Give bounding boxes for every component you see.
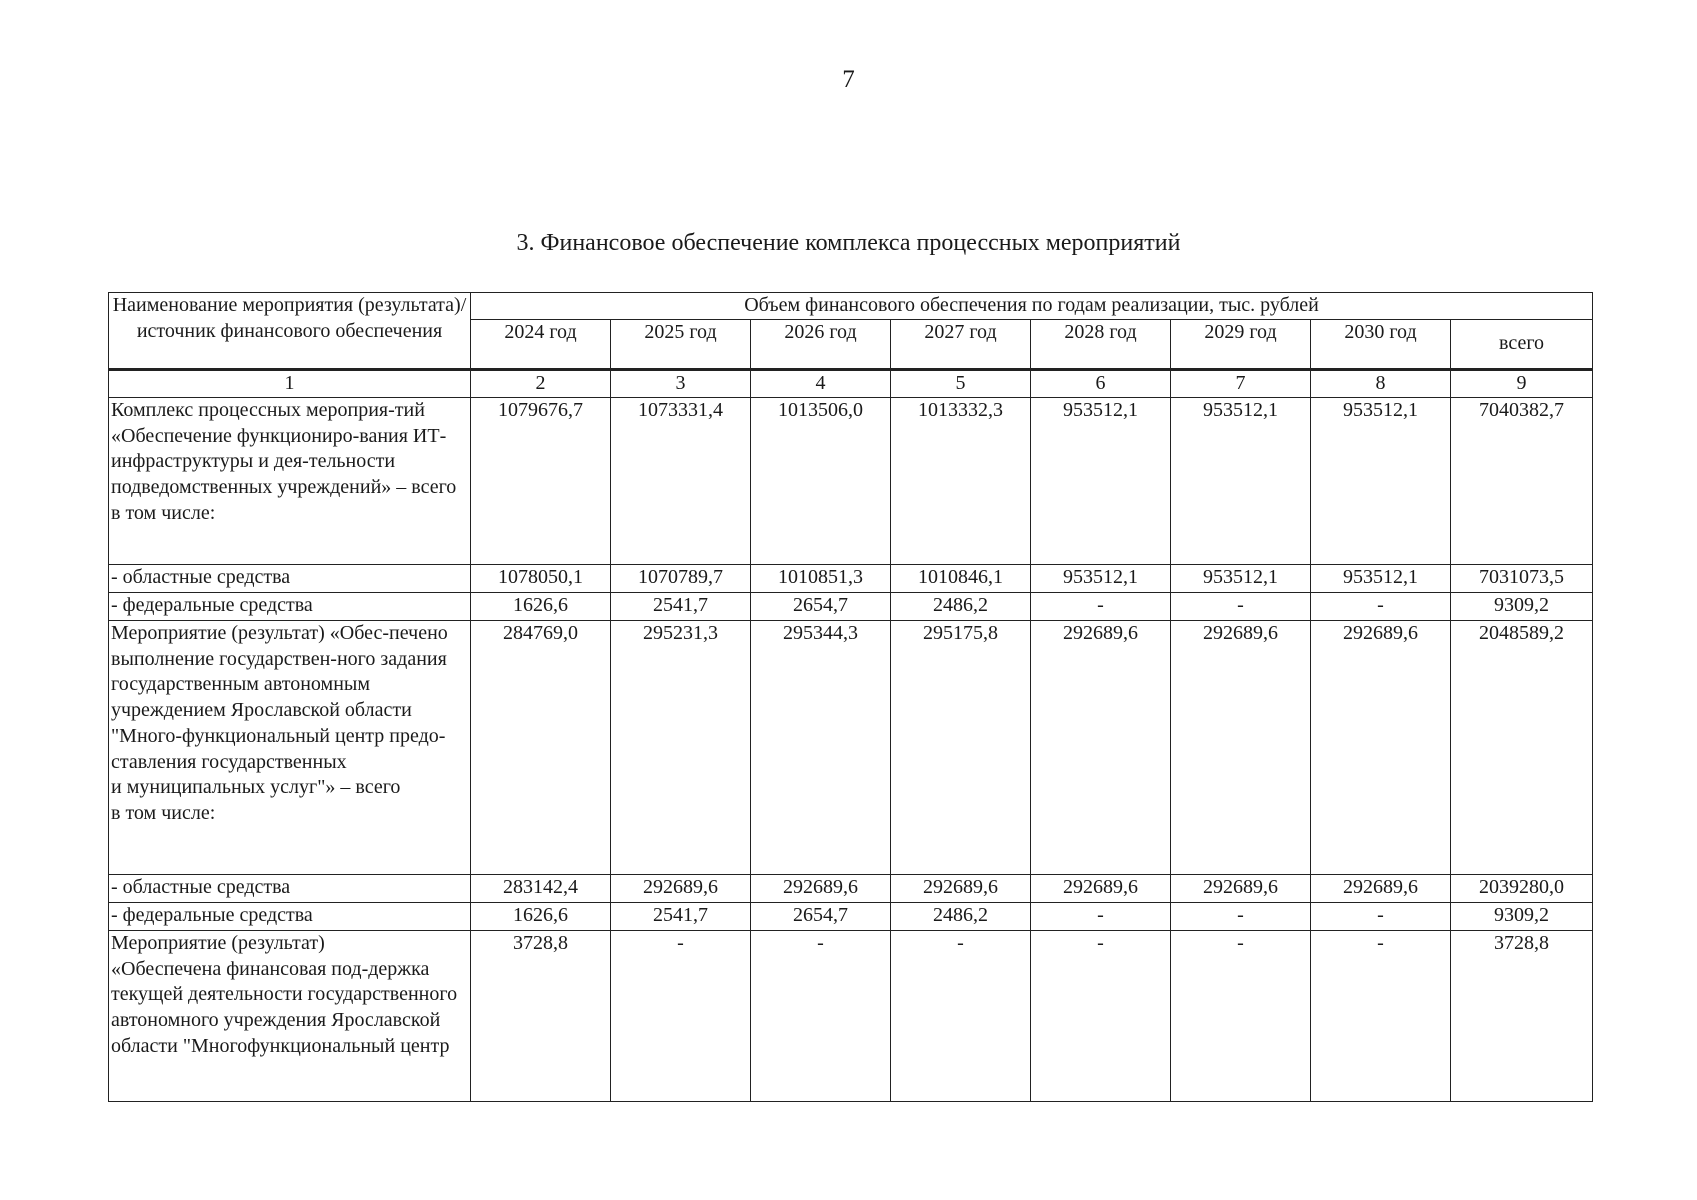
header-year: 2026 год [751,320,891,370]
column-number: 9 [1451,370,1593,398]
column-number: 3 [611,370,751,398]
row-value: 292689,6 [1171,621,1311,875]
row-value: 283142,4 [471,875,611,903]
row-value: 292689,6 [1031,875,1171,903]
row-value: 953512,1 [1311,565,1451,593]
row-value: 953512,1 [1171,398,1311,565]
table-row [109,593,1593,621]
row-value: 1010851,3 [751,565,891,593]
column-numbers-row [109,370,1593,398]
row-value: - [1171,931,1311,1102]
header-year: 2030 год [1311,320,1451,370]
row-value: 292689,6 [1311,621,1451,875]
header-year: 2028 год [1031,320,1171,370]
row-value: 1070789,7 [611,565,751,593]
row-name: - областные средства [109,875,471,903]
row-value: 1010846,1 [891,565,1031,593]
row-value: 3728,8 [471,931,611,1102]
row-value: 1013332,3 [891,398,1031,565]
row-value: 295175,8 [891,621,1031,875]
table-row [109,398,1593,565]
row-value: 292689,6 [1171,875,1311,903]
row-value: 292689,6 [611,875,751,903]
page-number: 7 [842,66,855,93]
row-value: 953512,1 [1311,398,1451,565]
row-value: 1073331,4 [611,398,751,565]
header-year: 2025 год [611,320,751,370]
row-value: - [611,931,751,1102]
column-number: 2 [471,370,611,398]
row-value: 2486,2 [891,593,1031,621]
table-row [109,875,1593,903]
row-value: 292689,6 [891,875,1031,903]
row-value: 2654,7 [751,593,891,621]
table-body [109,398,1593,1102]
row-value: 2039280,0 [1451,875,1593,903]
table-row [109,931,1593,1102]
row-value: 7031073,5 [1451,565,1593,593]
row-value: 295231,3 [611,621,751,875]
row-value: 9309,2 [1451,903,1593,931]
row-name: Мероприятие (результат) «Обеспечена финансовая под-держка текущей деятельности государственного автономного учреждения Ярославской области "Многофункциональный центр [109,931,471,1102]
row-name: Комплекс процессных мероприя-тий «Обеспечение функциониро-вания ИТ-инфраструктуры и дея-тельности подведомственных учреждений» – всего в том числе: [109,398,471,565]
row-value: 1626,6 [471,593,611,621]
column-number: 8 [1311,370,1451,398]
row-value: - [751,931,891,1102]
row-value: 284769,0 [471,621,611,875]
row-value: - [891,931,1031,1102]
row-name: - федеральные средства [109,903,471,931]
row-name: - областные средства [109,565,471,593]
row-value: 1626,6 [471,903,611,931]
row-value: 953512,1 [1031,565,1171,593]
section-title: 3. Финансовое обеспечение комплекса процессных мероприятий [516,230,1181,256]
table-row [109,903,1593,931]
row-value: 2654,7 [751,903,891,931]
header-year: 2024 год [471,320,611,370]
row-value: 7040382,7 [1451,398,1593,565]
column-number: 7 [1171,370,1311,398]
column-number: 4 [751,370,891,398]
row-value: 2541,7 [611,593,751,621]
financing-table [108,292,1593,1102]
row-value: - [1311,903,1451,931]
row-value: - [1171,593,1311,621]
column-number: 6 [1031,370,1171,398]
row-value: 1013506,0 [751,398,891,565]
row-value: 295344,3 [751,621,891,875]
table-row [109,565,1593,593]
row-value: 3728,8 [1451,931,1593,1102]
header-funding-span: Объем финансового обеспечения по годам реализации, тыс. рублей [471,293,1593,320]
table-row [109,621,1593,875]
row-value: - [1031,931,1171,1102]
row-value: 1079676,7 [471,398,611,565]
row-value: - [1171,903,1311,931]
row-value: 2541,7 [611,903,751,931]
column-number: 5 [891,370,1031,398]
row-name: - федеральные средства [109,593,471,621]
row-value: 292689,6 [751,875,891,903]
header-total: всего [1451,320,1593,370]
row-value: 1078050,1 [471,565,611,593]
row-value: 292689,6 [1311,875,1451,903]
row-value: 2486,2 [891,903,1031,931]
row-value: 9309,2 [1451,593,1593,621]
row-value: 953512,1 [1171,565,1311,593]
column-number: 1 [109,370,471,398]
row-value: 292689,6 [1031,621,1171,875]
row-value: - [1031,593,1171,621]
row-value: - [1311,593,1451,621]
header-year: 2029 год [1171,320,1311,370]
row-value: 953512,1 [1031,398,1171,565]
header-year: 2027 год [891,320,1031,370]
header-name-column: Наименование мероприятия (результата)/ источник финансового обеспечения [109,293,471,370]
row-value: 2048589,2 [1451,621,1593,875]
header-row-1 [109,293,1593,320]
row-value: - [1311,931,1451,1102]
row-name: Мероприятие (результат) «Обес-печено выполнение государствен-ного задания государственным автономным учреждением Ярославской области "Много-функциональный центр предо-ставления государственных и муниципальных услуг"» – всего в том числе: [109,621,471,875]
row-value: - [1031,903,1171,931]
